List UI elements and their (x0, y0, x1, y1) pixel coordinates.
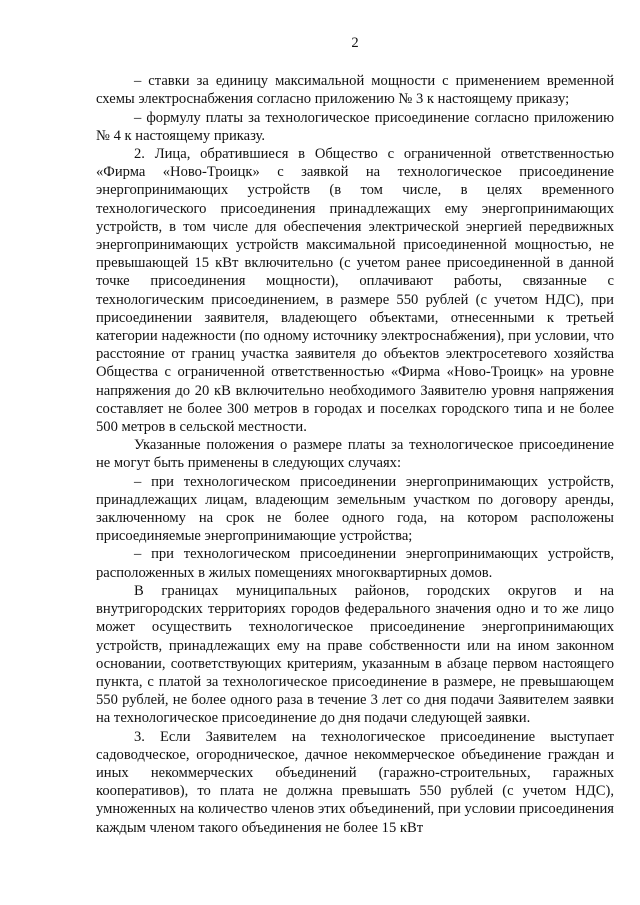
page-number: 2 (351, 35, 359, 51)
paragraph-clause-2: 2. Лица, обратившиеся в Общество с ограниченной ответственностью «Фирма «Ново-Троицк» с заявкой на технологическое присоединение энергопринимающих устройств (в том числе, в целях временного технологического присоединения принадлежащих ему энергопринимающих устройств, в том числе для обеспечения электрической энергией передвижных энергопринимающих устройств максимальной присоединенной мощностью, не превышающей 15 кВт включительно (с учетом ранее присоединенной в данной точке присоединения мощности), оплачивают работы, связанные с технологическим присоединением, в размере 550 рублей (с учетом НДС), при присоединении заявителя, владеющего объектами, отнесенными к третьей категории надежности (по одному источнику электроснабжения), при условии, что расстояние от границ участка заявителя до объектов электросетевого хозяйства Общества с ограниченной ответственностью «Фирма «Ново-Троицк» на уровне напряжения до 20 кВ включительно необходимого Заявителю уровня напряжения составляет не более 300 метров в городах и поселках городского типа и не более 500 метров в сельской местности. (96, 146, 614, 436)
paragraph-exception-apartments: – при технологическом присоединении энергопринимающих устройств, расположенных в жилых помещениях многоквартирных домов. (96, 546, 614, 581)
paragraph-fee-formula: – формулу платы за технологическое присоединение согласно приложению № 4 к настоящему приказу. (96, 109, 614, 144)
paragraph-municipal-limit: В границах муниципальных районов, городских округов и на внутригородских территориях городов федерального значения одно и то же лицо может осуществить технологическое присоединение энергопринимающих устройств, принадлежащих ему на праве собственности или на ином законном основании, соответствующих критериям, указанным в абзаце первом настоящего пункта, с платой за технологическое присоединение в размере, не превышающем 550 рублей, не более одного раза в течение 3 лет со дня подачи Заявителем заявки на технологическое присоединение до дня подачи следующей заявки. (96, 582, 614, 727)
paragraph-rates-temporary-scheme: – ставки за единицу максимальной мощности с применением временной схемы электроснабжения согласно приложению № 3 к настоящему приказу; (96, 73, 614, 108)
paragraph-clause-3: 3. Если Заявителем на технологическое присоединение выступает садоводческое, огородническое, дачное некоммерческое объединение граждан и иных некоммерческих объединений (гаражно-строительных, гаражных кооперативов), то плата не должна превышать 550 рублей (с учетом НДС), умноженных на количество членов этих объединений, при условии присоединения каждым членом такого объединения не более 15 кВт (96, 728, 614, 836)
paragraph-exception-lease: – при технологическом присоединении энергопринимающих устройств, принадлежащих лицам, владеющим земельным участком по договору аренды, заключенному на срок не более одного года, на котором расположены присоединяемые энергопринимающие устройства; (96, 473, 614, 545)
paragraph-exceptions-intro: Указанные положения о размере платы за технологическое присоединение не могут быть применены в следующих случаях: (96, 437, 614, 472)
